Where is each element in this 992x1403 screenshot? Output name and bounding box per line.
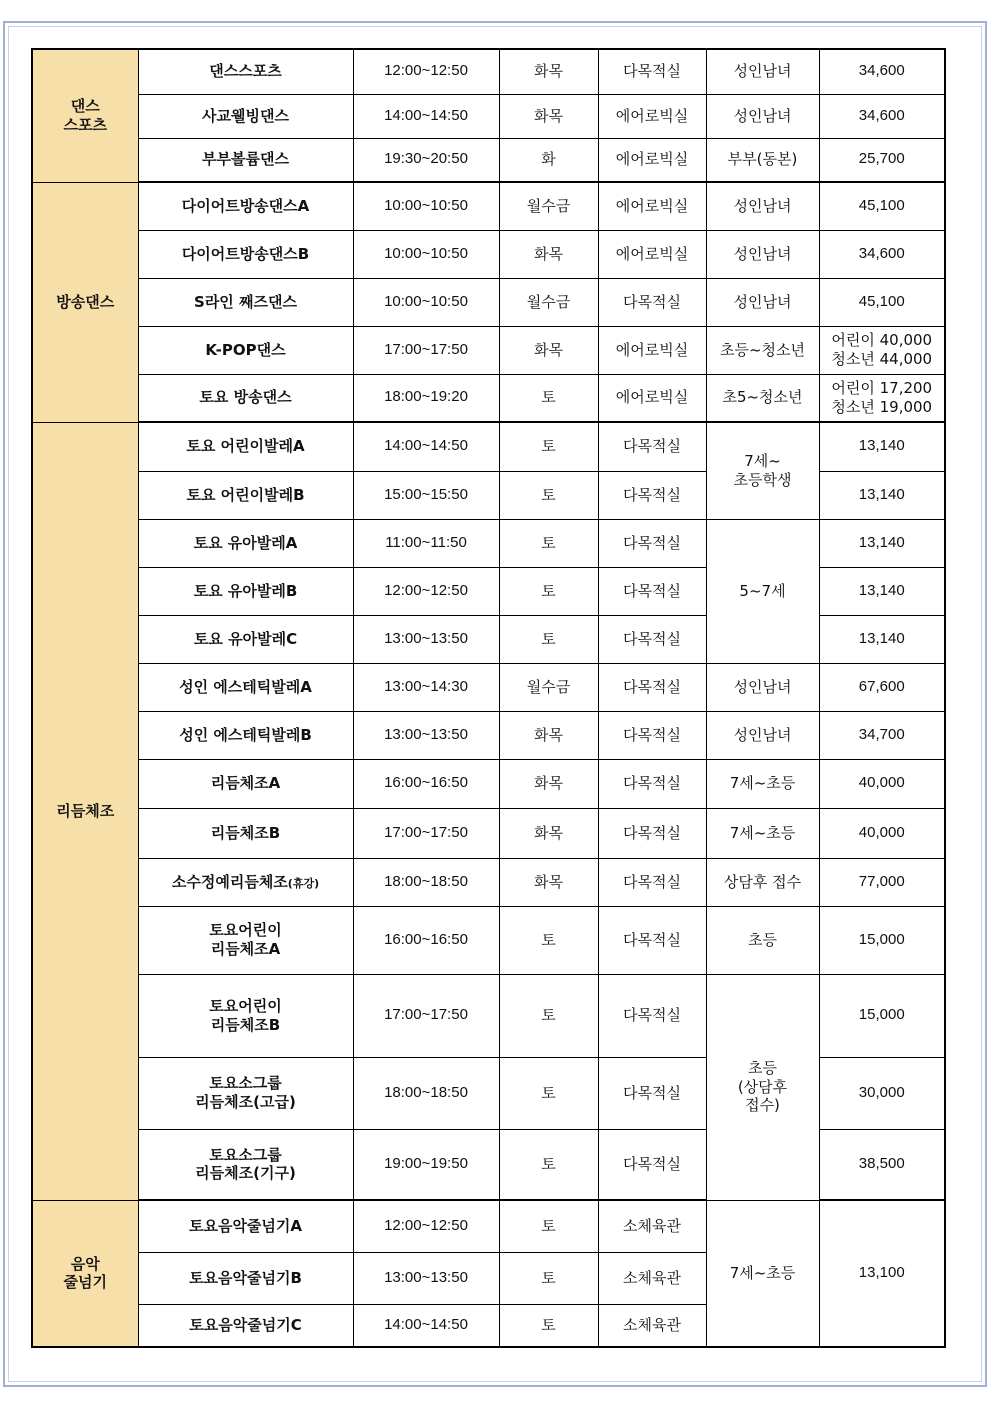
class-days: 토 (499, 374, 598, 422)
class-target: 7세~ 초등학생 (706, 422, 819, 519)
class-room: 다목적실 (598, 808, 706, 858)
class-name: 토요어린이 리듬체조A (138, 906, 353, 974)
class-name: 토요 유아발레C (138, 615, 353, 663)
class-time: 12:00~12:50 (353, 1200, 499, 1252)
class-time: 13:00~14:30 (353, 663, 499, 711)
category-cell: 방송댄스 (32, 182, 138, 422)
class-name: 댄스스포츠 (138, 49, 353, 94)
class-days: 화목 (499, 759, 598, 808)
class-time: 17:00~17:50 (353, 974, 499, 1057)
class-room: 다목적실 (598, 471, 706, 519)
table-row (32, 974, 945, 1057)
class-time: 10:00~10:50 (353, 230, 499, 278)
class-days: 화 (499, 138, 598, 182)
class-room: 에어로빅실 (598, 138, 706, 182)
class-name: 부부볼륨댄스 (138, 138, 353, 182)
class-room: 다목적실 (598, 422, 706, 471)
class-fee: 13,140 (819, 615, 945, 663)
class-room: 소체육관 (598, 1200, 706, 1252)
table-row (32, 519, 945, 567)
class-fee: 15,000 (819, 906, 945, 974)
table-row (32, 422, 945, 471)
class-name: 리듬체조A (138, 759, 353, 808)
class-days: 토 (499, 422, 598, 471)
class-room: 다목적실 (598, 711, 706, 759)
table-row (32, 94, 945, 138)
class-name: 토요소그룹 리듬체조(고급) (138, 1057, 353, 1129)
class-target: 성인남녀 (706, 94, 819, 138)
class-time: 18:00~19:20 (353, 374, 499, 422)
category-cell: 리듬체조 (32, 422, 138, 1200)
class-time: 17:00~17:50 (353, 808, 499, 858)
class-target: 성인남녀 (706, 711, 819, 759)
class-days: 화목 (499, 326, 598, 374)
class-room: 다목적실 (598, 663, 706, 711)
class-name: 토요 유아발레A (138, 519, 353, 567)
class-fee: 40,000 (819, 808, 945, 858)
class-days: 화목 (499, 808, 598, 858)
table-row (32, 278, 945, 326)
class-time: 12:00~12:50 (353, 567, 499, 615)
table-row (32, 1200, 945, 1252)
class-days: 토 (499, 1057, 598, 1129)
class-days: 토 (499, 1304, 598, 1347)
class-target: 성인남녀 (706, 49, 819, 94)
table-row (32, 182, 945, 230)
class-fee: 34,600 (819, 94, 945, 138)
class-fee: 38,500 (819, 1129, 945, 1200)
class-name: 토요 방송댄스 (138, 374, 353, 422)
class-time: 17:00~17:50 (353, 326, 499, 374)
class-room: 다목적실 (598, 858, 706, 906)
class-time: 18:00~18:50 (353, 1057, 499, 1129)
class-name: S라인 째즈댄스 (138, 278, 353, 326)
class-room: 에어로빅실 (598, 374, 706, 422)
class-days: 토 (499, 1129, 598, 1200)
class-fee: 45,100 (819, 278, 945, 326)
class-fee: 67,600 (819, 663, 945, 711)
class-target: 초등 (706, 906, 819, 974)
class-time: 10:00~10:50 (353, 182, 499, 230)
class-name: 토요음악줄넘기B (138, 1252, 353, 1304)
class-room: 에어로빅실 (598, 326, 706, 374)
class-target: 7세~초등 (706, 759, 819, 808)
class-time: 13:00~13:50 (353, 1252, 499, 1304)
class-room: 다목적실 (598, 759, 706, 808)
class-room: 다목적실 (598, 278, 706, 326)
class-days: 토 (499, 906, 598, 974)
class-room: 다목적실 (598, 615, 706, 663)
class-days: 화목 (499, 711, 598, 759)
class-target: 부부(동본) (706, 138, 819, 182)
class-time: 18:00~18:50 (353, 858, 499, 906)
class-days: 토 (499, 615, 598, 663)
class-time: 15:00~15:50 (353, 471, 499, 519)
class-room: 다목적실 (598, 1129, 706, 1200)
class-time: 13:00~13:50 (353, 615, 499, 663)
class-time: 10:00~10:50 (353, 278, 499, 326)
table-row (32, 49, 945, 94)
class-target: 상담후 접수 (706, 858, 819, 906)
class-days: 토 (499, 471, 598, 519)
class-name: 토요 어린이발레B (138, 471, 353, 519)
class-fee: 어린이 17,200 청소년 19,000 (819, 374, 945, 422)
class-room: 다목적실 (598, 519, 706, 567)
class-fee: 13,100 (819, 1200, 945, 1347)
class-fee: 34,700 (819, 711, 945, 759)
table-row (32, 759, 945, 808)
class-name: 토요소그룹 리듬체조(기구) (138, 1129, 353, 1200)
class-name: 토요음악줄넘기C (138, 1304, 353, 1347)
class-fee: 77,000 (819, 858, 945, 906)
class-name: 소수정예리듬체조(휴강) (138, 858, 353, 906)
class-time: 14:00~14:50 (353, 94, 499, 138)
class-days: 토 (499, 974, 598, 1057)
class-days: 토 (499, 1200, 598, 1252)
class-target: 성인남녀 (706, 663, 819, 711)
class-days: 화목 (499, 94, 598, 138)
table-row (32, 663, 945, 711)
class-time: 14:00~14:50 (353, 422, 499, 471)
class-room: 에어로빅실 (598, 230, 706, 278)
class-name: 토요 유아발레B (138, 567, 353, 615)
category-cell: 음악 줄넘기 (32, 1200, 138, 1347)
class-room: 다목적실 (598, 974, 706, 1057)
class-room: 에어로빅실 (598, 182, 706, 230)
table-row (32, 906, 945, 974)
class-time: 19:30~20:50 (353, 138, 499, 182)
class-schedule-table (31, 48, 946, 1348)
class-name: 다이어트방송댄스B (138, 230, 353, 278)
class-name: 토요 어린이발레A (138, 422, 353, 471)
class-target: 성인남녀 (706, 182, 819, 230)
table-row (32, 858, 945, 906)
table-row (32, 230, 945, 278)
class-fee: 40,000 (819, 759, 945, 808)
class-room: 다목적실 (598, 1057, 706, 1129)
class-fee: 어린이 40,000 청소년 44,000 (819, 326, 945, 374)
class-days: 화목 (499, 230, 598, 278)
class-days: 화목 (499, 49, 598, 94)
class-fee: 13,140 (819, 471, 945, 519)
class-room: 소체육관 (598, 1304, 706, 1347)
class-name: 성인 에스테틱발레B (138, 711, 353, 759)
class-room: 다목적실 (598, 567, 706, 615)
class-name: 토요어린이 리듬체조B (138, 974, 353, 1057)
class-fee: 45,100 (819, 182, 945, 230)
class-time: 11:00~11:50 (353, 519, 499, 567)
class-name: K-POP댄스 (138, 326, 353, 374)
table-row (32, 374, 945, 422)
class-time: 14:00~14:50 (353, 1304, 499, 1347)
class-name: 토요음악줄넘기A (138, 1200, 353, 1252)
class-room: 다목적실 (598, 49, 706, 94)
class-time: 13:00~13:50 (353, 711, 499, 759)
class-room: 소체육관 (598, 1252, 706, 1304)
class-time: 19:00~19:50 (353, 1129, 499, 1200)
class-target: 성인남녀 (706, 278, 819, 326)
class-days: 토 (499, 567, 598, 615)
table-row (32, 808, 945, 858)
class-name: 리듬체조B (138, 808, 353, 858)
class-fee: 25,700 (819, 138, 945, 182)
class-days: 토 (499, 519, 598, 567)
class-days: 토 (499, 1252, 598, 1304)
class-fee: 34,600 (819, 230, 945, 278)
class-name: 성인 에스테틱발레A (138, 663, 353, 711)
class-name: 사교웰빙댄스 (138, 94, 353, 138)
class-target: 7세~초등 (706, 1200, 819, 1347)
table-row (32, 138, 945, 182)
class-time: 16:00~16:50 (353, 759, 499, 808)
table-row (32, 326, 945, 374)
class-time: 12:00~12:50 (353, 49, 499, 94)
table-row (32, 711, 945, 759)
category-cell: 댄스 스포츠 (32, 49, 138, 182)
class-target: 초5~청소년 (706, 374, 819, 422)
class-fee: 13,140 (819, 519, 945, 567)
class-fee: 13,140 (819, 567, 945, 615)
class-target: 7세~초등 (706, 808, 819, 858)
class-target: 초등~청소년 (706, 326, 819, 374)
class-room: 에어로빅실 (598, 94, 706, 138)
class-fee: 15,000 (819, 974, 945, 1057)
class-days: 월수금 (499, 182, 598, 230)
class-note: (휴강) (287, 876, 320, 890)
class-fee: 13,140 (819, 422, 945, 471)
class-time: 16:00~16:50 (353, 906, 499, 974)
class-target: 초등 (상담후 접수) (706, 974, 819, 1200)
class-days: 월수금 (499, 278, 598, 326)
class-name: 다이어트방송댄스A (138, 182, 353, 230)
class-room: 다목적실 (598, 906, 706, 974)
class-days: 월수금 (499, 663, 598, 711)
class-fee: 30,000 (819, 1057, 945, 1129)
class-fee: 34,600 (819, 49, 945, 94)
class-days: 화목 (499, 858, 598, 906)
class-target: 성인남녀 (706, 230, 819, 278)
class-target: 5~7세 (706, 519, 819, 663)
